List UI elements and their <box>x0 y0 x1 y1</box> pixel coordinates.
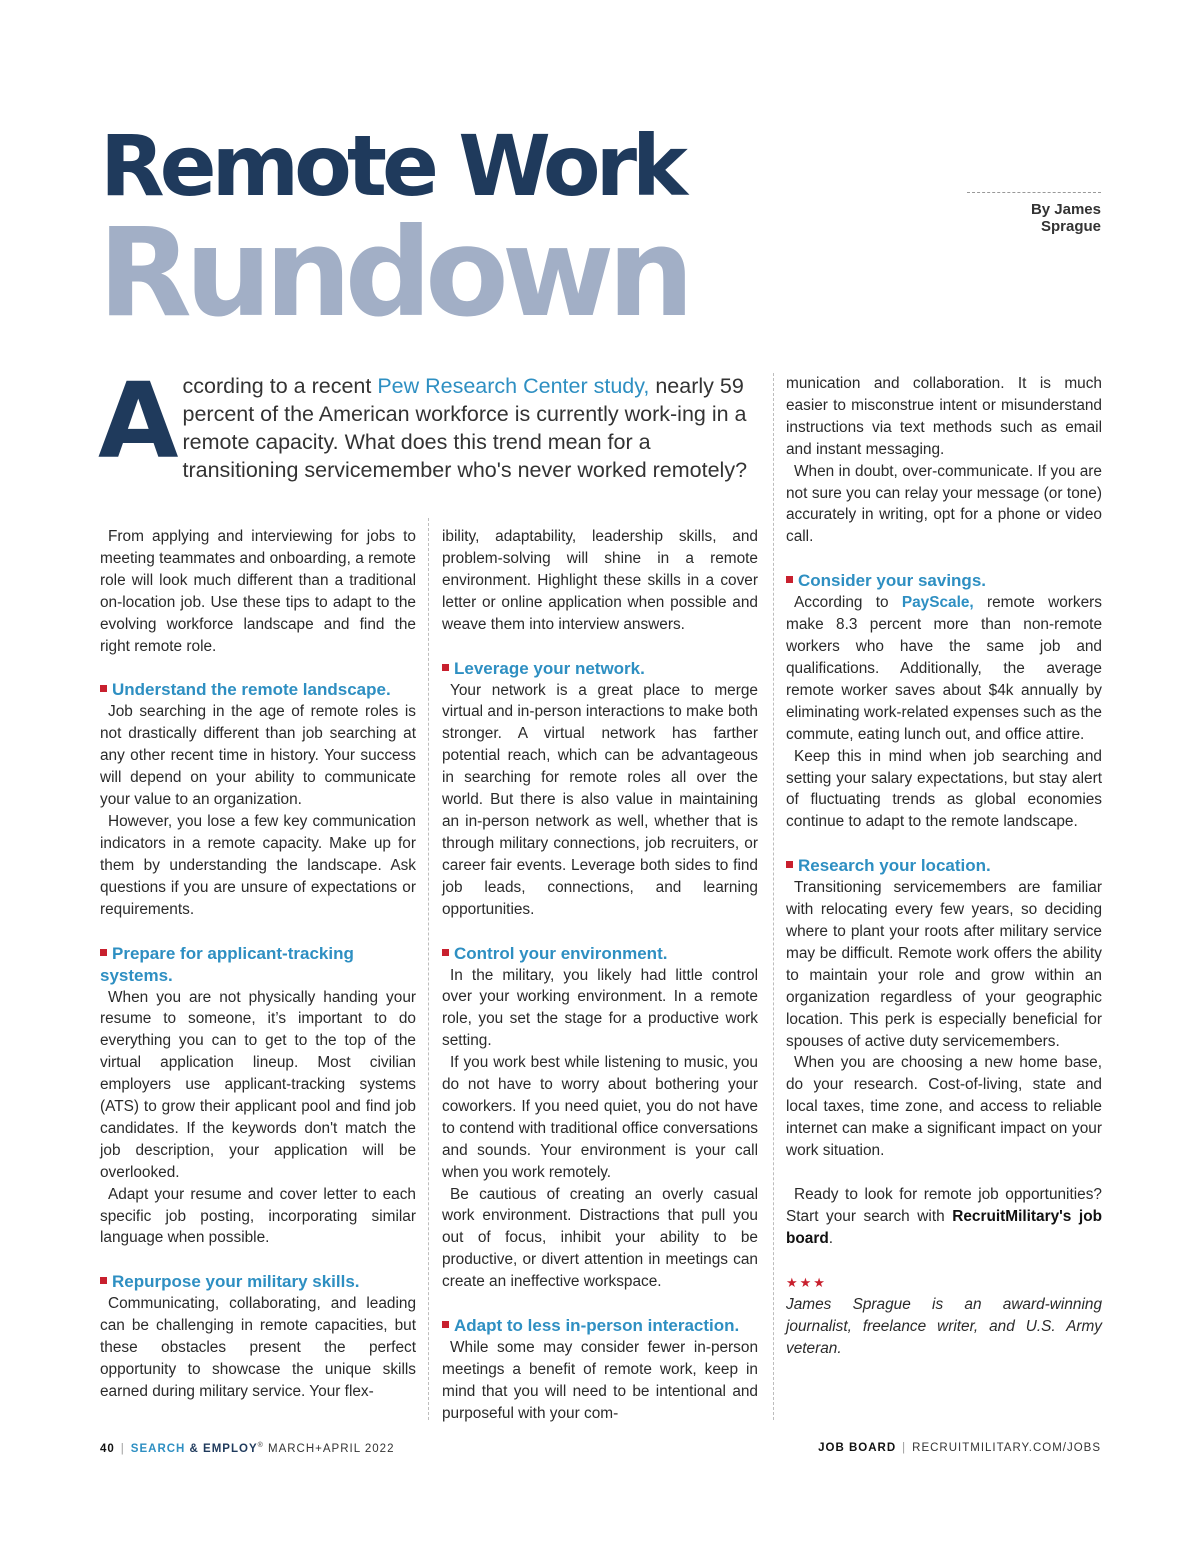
footer-right: JOB BOARD | RECRUITMILITARY.COM/JOBS <box>818 1442 1101 1454</box>
body-paragraph: ibility, adaptability, leadership skills, and problem-solving will shine in a remote environment. Highlight these skills in a cover letter or online application when possible and weave them into interview answers. <box>442 528 758 633</box>
body-paragraph: Adapt your resume and cover letter to each specific job posting, incorporating similar language when possible. <box>100 1185 416 1247</box>
title-line-2: Rundown <box>98 202 688 344</box>
body-paragraph: Job searching in the age of remote roles is not drastically different than job searching at any other recent time in history. Your success will depend on your ability to communicate your value to an organization. <box>100 703 416 809</box>
body-paragraph: However, you lose a few key communication indicators in a remote capacity. Make up for them by understanding the landscape. Ask questions if you are unsure of expectations or requirements. <box>100 812 416 918</box>
bullet-square-icon <box>100 1277 107 1284</box>
section-heading: Consider your savings. <box>786 570 1102 592</box>
footer-url[interactable]: RECRUITMILITARY.COM/JOBS <box>912 1442 1101 1454</box>
body-paragraph: Your network is a great place to merge virtual and in-person interactions to make both stronger. A virtual network has farther potential reach, which can be advantageous in searching for remote roles all over the world. But there is also value in maintaining an in-person network as well, whether that is through military connections, job recruiters, or career fair events. Leverage both sides to find job leads, connections, and learning opportunities. <box>442 681 758 918</box>
bullet-square-icon <box>442 949 449 956</box>
payscale-link[interactable]: PayScale, <box>901 594 974 612</box>
body-paragraph: munication and collaboration. It is much easier to misconstrue intent or misunderstand instructions via text methods such as email and instant messaging. <box>786 375 1102 458</box>
section-heading: Understand the remote landscape. <box>100 679 416 701</box>
column-divider-1 <box>428 518 429 1420</box>
section-heading: Prepare for applicant-tracking systems. <box>100 943 354 985</box>
bullet-square-icon <box>442 664 449 671</box>
bullet-square-icon <box>442 1321 449 1328</box>
intro-text-start: ccording to a recent <box>182 374 378 398</box>
body-paragraph: When you are choosing a new home base, do your research. Cost-of-living, state and local taxes, time zone, and access to reliable internet can make a significant impact on your work situation. <box>786 1054 1102 1160</box>
section-heading: Adapt to less in-person interaction. <box>442 1315 758 1337</box>
issue-date: MARCH+APRIL 2022 <box>268 1442 395 1455</box>
body-paragraph: According to PayScale, remote workers make 8.3 percent more than non-remote workers who have the same job and qualifications. Additionally, the average remote worker saves about $4k annually by eliminating work-related expenses such as the commute, eating lunch out, and office attire. <box>786 594 1103 743</box>
body-paragraph: Be cautious of creating an overly casual work environment. Distractions that pull you out of focus, inhibit your ability to be productive, or divert attention in meetings can create an ineffective workspace. <box>442 1185 758 1291</box>
body-paragraph: When in doubt, over-communicate. If you are not sure you can relay your message (or tone) accurately in writing, opt for a phone or video call. <box>786 462 1102 546</box>
section-heading: Research your location. <box>786 855 1102 877</box>
intro-text-end: nearly 59 percent of the American workforce is currently work-ing in a remote capacity. What does this trend mean for a transitioning servicemember who's never worked remotely? <box>182 374 748 482</box>
body-paragraph: If you work best while listening to music, you do not have to worry about bothering your coworkers. If you need quiet, you do not have to contend with traditional office conversations and sounds. Your environment is your call when you work remotely. <box>442 1054 758 1181</box>
column-1 <box>100 526 416 1403</box>
job-board-link[interactable]: RecruitMilitary's job board <box>786 1207 1102 1247</box>
pew-research-link[interactable]: Pew Research Center study, <box>377 374 650 398</box>
section-name: JOB BOARD <box>818 1442 897 1454</box>
body-paragraph: When you are not physically handing your resume to someone, it’s important to do everything you can to get to the top of the virtual application lineup. Most civilian employers use applicant-tracking systems (ATS) to grow their applicant pool and find job candidates. If the keywords don't match the job description, your application will be overlooked. <box>100 988 416 1181</box>
call-to-action: Ready to look for remote job opportunities? Start your search with RecruitMilitary's job board. <box>786 1186 1102 1247</box>
intro-paragraph <box>98 360 762 484</box>
drop-cap: A <box>98 360 179 482</box>
body-paragraph: From applying and interviewing for jobs to meeting teammates and onboarding, a remote role will look much different than a traditional on-location job. Use these tips to adapt to the evolving workforce landscape and find the right remote role. <box>100 528 416 655</box>
magazine-name: SEARCH <box>130 1442 186 1455</box>
bullet-square-icon <box>100 949 107 956</box>
bullet-square-icon <box>100 685 107 692</box>
body-paragraph: Transitioning servicemembers are familiar with relocating every few years, so deciding where to plant your roots after military service may be difficult. Remote work offers the ability to maintain your role and grow within an organization regardless of your geographic location. This perk is especially beneficial for spouses of active duty servicemembers. <box>786 879 1102 1050</box>
author-bio: James Sprague is an award-winning journalist, freelance writer, and U.S. Army veteran. <box>786 1295 1102 1357</box>
body-paragraph: In the military, you likely had little control over your working environment. In a remote role, you set the stage for a productive work setting. <box>442 966 758 1050</box>
section-heading: Control your environment. <box>442 943 758 965</box>
body-paragraph: While some may consider fewer in-person meetings a benefit of remote work, keep in mind that you will need to be intentional and purposeful with your com- <box>442 1339 758 1422</box>
stars-icon: ★★★ <box>786 1274 827 1290</box>
byline: By James Sprague <box>967 192 1101 235</box>
section-heading: Leverage your network. <box>442 658 758 680</box>
title-line-1: Remote Work <box>100 117 683 215</box>
column-divider-2 <box>773 373 774 1420</box>
bullet-square-icon <box>786 861 793 868</box>
bullet-square-icon <box>786 576 793 583</box>
column-3 <box>786 373 1102 1359</box>
section-heading: Repurpose your military skills. <box>100 1271 416 1293</box>
page-number: 40 <box>100 1442 115 1455</box>
body-paragraph: Communicating, collaborating, and leading can be challenging in remote capacities, but these obstacles present the perfect opportunity to showcase the unique skills earned during military service. Your flex- <box>100 1295 416 1400</box>
body-paragraph: Keep this in mind when job searching and setting your salary expectations, but stay alert of fluctuating trends as global economies continue to adapt to the remote landscape. <box>786 747 1102 831</box>
footer-left: 40 | SEARCH & EMPLOY® MARCH+APRIL 2022 <box>100 1442 395 1455</box>
column-2 <box>442 526 758 1425</box>
